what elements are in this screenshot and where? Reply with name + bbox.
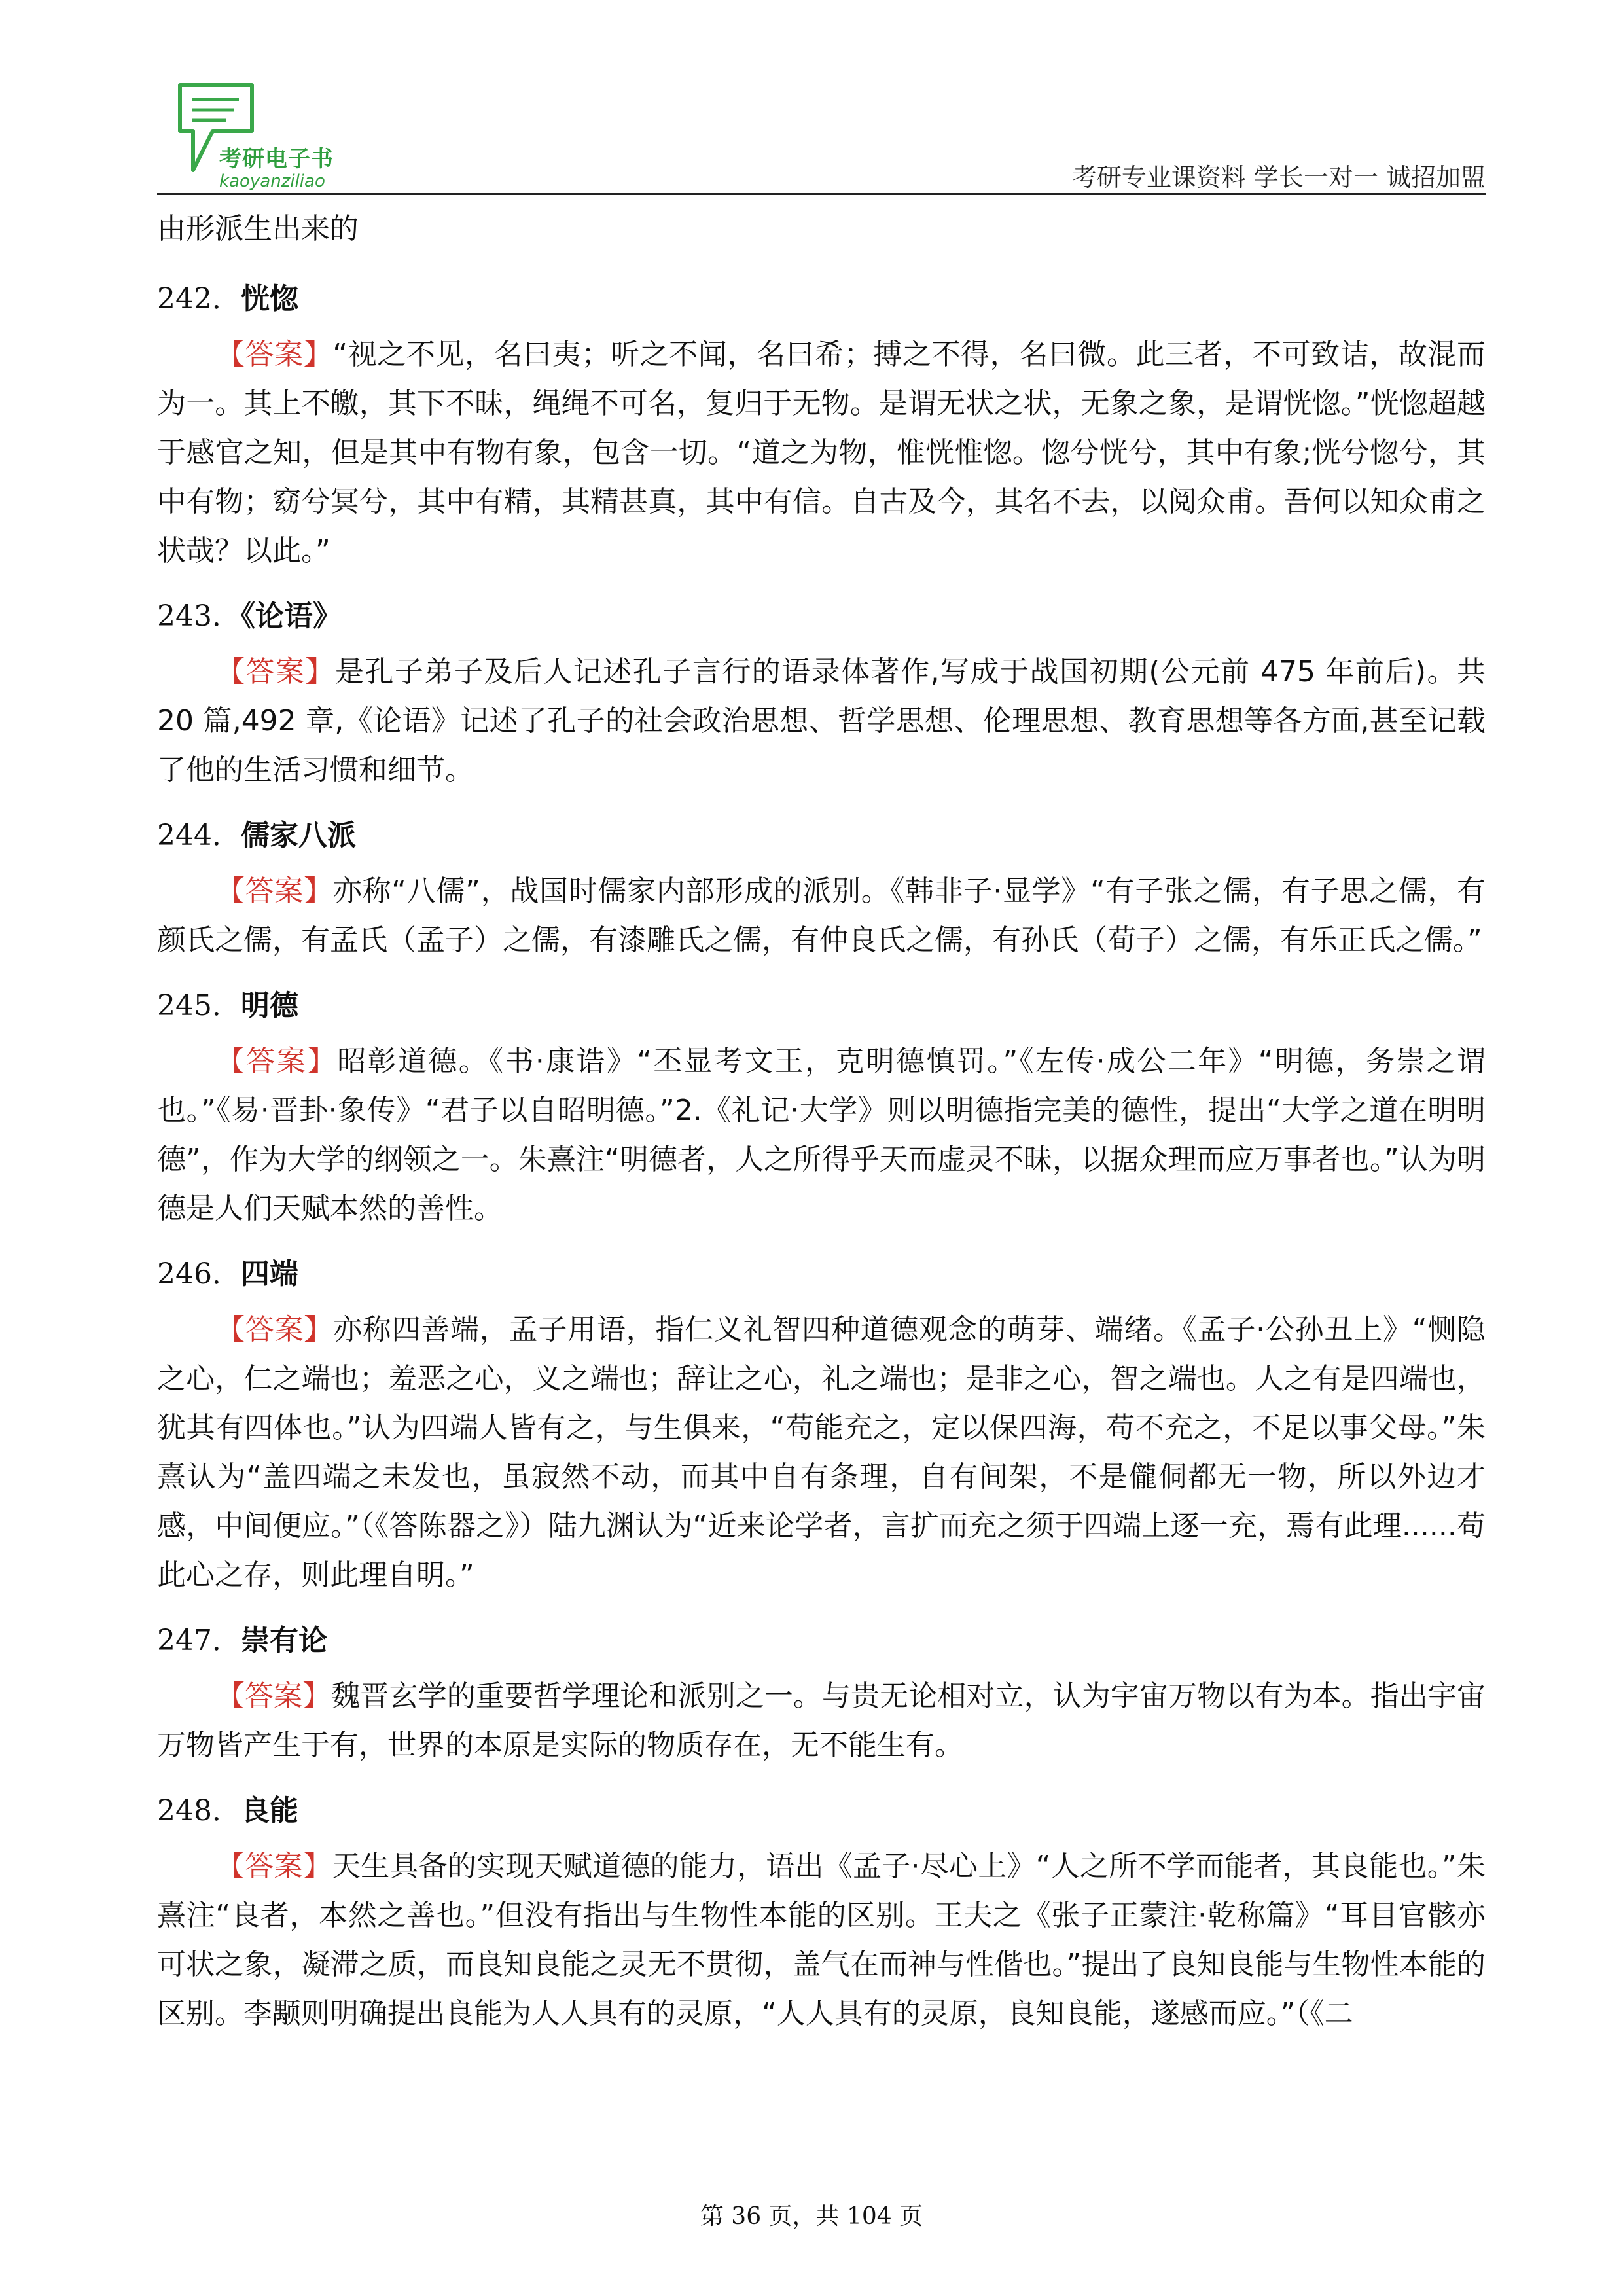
answer-text: 是孔子弟子及后人记述孔子言行的语录体著作,写成于战国初期(公元前 475 年前后)。共 20 篇,492 章,《论语》记述了孔子的社会政治思想、哲学思想、伦理思想、教育思想等各方面,甚至记载了他的生活习惯和细节。 bbox=[157, 655, 1486, 787]
answer-label: 【答案】 bbox=[216, 1850, 332, 1883]
entry-answer bbox=[157, 330, 1486, 575]
answer-label: 【答案】 bbox=[216, 338, 333, 371]
entry-answer bbox=[157, 1305, 1486, 1600]
answer-label: 【答案】 bbox=[216, 874, 333, 908]
entry-term: 崇有论 bbox=[240, 1624, 327, 1657]
header-slogan: 考研专业课资料 学长一对一 诚招加盟 bbox=[1071, 163, 1486, 192]
entry-heading bbox=[157, 1786, 1486, 1835]
header-divider bbox=[157, 193, 1486, 195]
entry-heading bbox=[157, 592, 1486, 641]
document-body bbox=[157, 204, 1486, 2054]
answer-text: 亦称“八儒”，战国时儒家内部形成的派别。《韩非子·显学》“有子张之儒，有子思之儒，有颜氏之儒，有孟氏（孟子）之儒，有漆雕氏之儒，有仲良氏之儒，有孙氏（荀子）之儒，有乐正氏之儒。” bbox=[157, 874, 1486, 957]
entry-number: 242． bbox=[157, 282, 241, 315]
entry-answer bbox=[157, 867, 1486, 965]
answer-text: 天生具备的实现天赋道德的能力，语出《孟子·尽心上》“人之所不学而能者，其良能也。”朱熹注“良者，本然之善也。”但没有指出与生物性本能的区别。王夫之《张子正蒙注·乾称篇》“耳目官骸亦可状之象，凝滞之质，而良知良能之灵无不贯彻，盖气在而神与性偕也。”提出了良知良能与生物性本能的区别。李颙则明确提出良能为人人具有的灵原，“人人具有的灵原，良知良能，遂感而应。”（《二 bbox=[157, 1850, 1486, 2030]
entry-term: 良能 bbox=[240, 1794, 298, 1827]
logo bbox=[173, 79, 396, 190]
glossary-entry bbox=[157, 1616, 1486, 1770]
glossary-entry bbox=[157, 274, 1486, 575]
entry-number: 243． bbox=[157, 600, 241, 633]
entry-number: 248． bbox=[157, 1794, 241, 1827]
answer-text: 亦称四善端，孟子用语，指仁义礼智四种道德观念的萌芽、端绪。《孟子·公孙丑上》“恻隐之心，仁之端也；羞恶之心，义之端也；辞让之心，礼之端也；是非之心，智之端也。人之有是四端也，犹其有四体也。”认为四端人皆有之，与生俱来，“苟能充之，定以保四海，苟不充之，不足以事父母。”朱熹认为“盖四端之未发也，虽寂然不动，而其中自有条理，自有间架，不是儱侗都无一物，所以外边才感，中间便应。”（《答陈器之》）陆九渊认为“近来论学者，言扩而充之须于四端上逐一充，焉有此理......苟此心之存，则此理自明。” bbox=[157, 1313, 1486, 1592]
entry-heading bbox=[157, 1616, 1486, 1665]
entry-list bbox=[157, 274, 1486, 2038]
entry-answer bbox=[157, 647, 1486, 795]
answer-label: 【答案】 bbox=[216, 655, 335, 689]
entry-number: 247． bbox=[157, 1624, 241, 1657]
entry-heading bbox=[157, 1249, 1486, 1299]
entry-term: 《论语》 bbox=[240, 600, 342, 633]
entry-heading bbox=[157, 811, 1486, 860]
answer-text: 魏晋玄学的重要哲学理论和派别之一。与贵无论相对立，认为宇宙万物以有为本。指出宇宙万物皆产生于有，世界的本原是实际的物质存在，无不能生有。 bbox=[157, 1679, 1486, 1762]
entry-answer bbox=[157, 1037, 1486, 1233]
glossary-entry bbox=[157, 1249, 1486, 1600]
answer-label: 【答案】 bbox=[216, 1313, 334, 1346]
glossary-entry bbox=[157, 811, 1486, 965]
glossary-entry bbox=[157, 1786, 1486, 2038]
page-header bbox=[157, 72, 1486, 196]
entry-term: 儒家八派 bbox=[240, 819, 356, 852]
logo-en-text: kaoyanziliao bbox=[219, 171, 325, 191]
answer-label: 【答案】 bbox=[216, 1679, 332, 1713]
answer-text: “视之不见，名曰夷；听之不闻，名曰希；搏之不得，名曰微。此三者，不可致诘，故混而为一。其上不皦，其下不昧，绳绳不可名，复归于无物。是谓无状之状，无象之象，是谓恍惚。”恍惚超越于感官之知，但是其中有物有象，包含一切。“道之为物，惟恍惟惚。惚兮恍兮，其中有象;恍兮惚兮，其中有物；窈兮冥兮，其中有精，其精甚真，其中有信。自古及今，其名不去，以阅众甫。吾何以知众甫之状哉？以此。” bbox=[157, 338, 1486, 567]
page-number: 第 36 页，共 104 页 bbox=[700, 2203, 923, 2230]
entry-answer bbox=[157, 1842, 1486, 2038]
entry-term: 恍惚 bbox=[240, 282, 298, 315]
continued-text: 由形派生出来的 bbox=[157, 212, 359, 245]
entry-number: 245． bbox=[157, 989, 241, 1022]
answer-text: 昭彰道德。《书·康诰》“丕显考文王，克明德慎罚。”《左传·成公二年》“明德，务崇之谓也。”《易·晋卦·象传》“君子以自昭明德。”2.《礼记·大学》则以明德指完美的德性，提出“大学之道在明明德”，作为大学的纲领之一。朱熹注“明德者，人之所得乎天而虚灵不昧，以据众理而应万事者也。”认为明德是人们天赋本然的善性。 bbox=[157, 1045, 1486, 1225]
entry-heading bbox=[157, 981, 1486, 1030]
entry-term: 四端 bbox=[240, 1257, 298, 1291]
glossary-entry bbox=[157, 592, 1486, 795]
entry-answer bbox=[157, 1672, 1486, 1770]
answer-label: 【答案】 bbox=[216, 1045, 338, 1078]
entry-number: 246． bbox=[157, 1257, 241, 1291]
entry-term: 明德 bbox=[240, 989, 298, 1022]
entry-number: 244． bbox=[157, 819, 241, 852]
logo-wordmark bbox=[219, 141, 334, 191]
entry-heading bbox=[157, 274, 1486, 323]
glossary-entry bbox=[157, 981, 1486, 1233]
logo-cn-text: 考研电子书 bbox=[219, 146, 334, 172]
